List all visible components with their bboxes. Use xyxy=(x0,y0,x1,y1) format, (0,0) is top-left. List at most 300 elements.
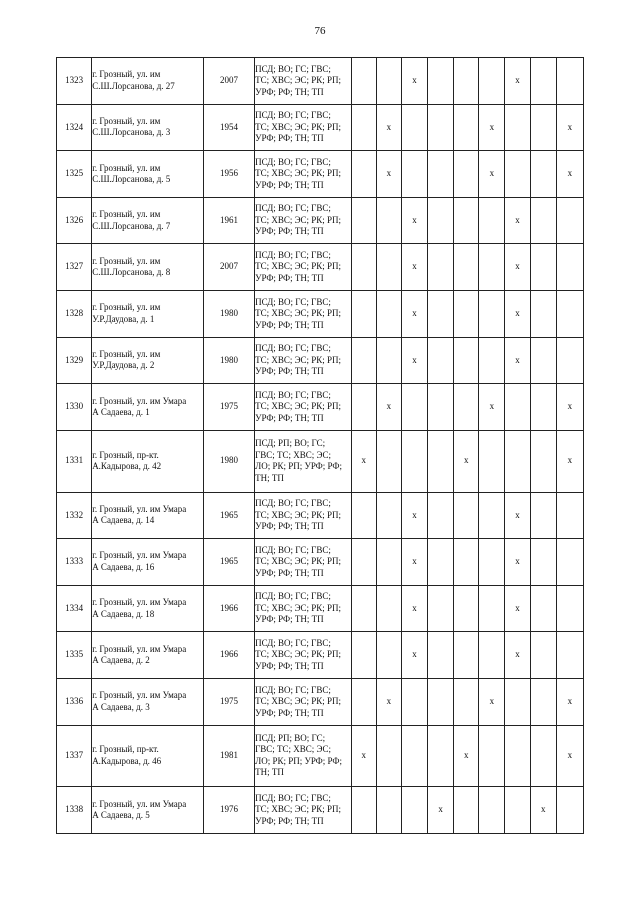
period-mark-cell xyxy=(479,539,505,586)
period-mark-cell xyxy=(556,787,583,834)
works-line: ТС; ХВС; ЭС; РК; РП; xyxy=(255,354,342,365)
period-mark-cell xyxy=(530,291,556,338)
works-line: ТС; ХВС; ЭС; РК; РП; xyxy=(255,214,342,225)
period-mark-cell xyxy=(428,151,454,198)
period-mark-cell: x xyxy=(428,787,454,834)
row-number: 1327 xyxy=(57,244,92,291)
address-cell xyxy=(92,632,204,679)
period-mark-cell xyxy=(479,337,505,384)
address-line: г. Грозный, ул. им xyxy=(92,115,161,126)
works-line: ПСД; ВО; ГС; ГВС; xyxy=(255,389,331,400)
period-mark-cell xyxy=(454,244,479,291)
row-number: 1323 xyxy=(57,58,92,105)
address-line: А.Кадырова, д. 46 xyxy=(92,755,162,766)
works-list-cell xyxy=(255,337,352,384)
period-mark-cell xyxy=(530,679,556,726)
year-built: 1965 xyxy=(203,539,254,586)
row-number: 1334 xyxy=(57,585,92,632)
period-mark-cell: x xyxy=(505,58,530,105)
period-mark-cell: x xyxy=(351,430,376,492)
year-built: 2007 xyxy=(203,58,254,105)
address-line: г. Грозный, пр-кт. xyxy=(92,744,159,755)
period-mark-cell: x xyxy=(401,58,427,105)
period-mark-cell xyxy=(530,430,556,492)
period-mark-cell: x xyxy=(401,632,427,679)
period-mark-cell xyxy=(530,725,556,787)
year-built: 1966 xyxy=(203,585,254,632)
row-number: 1325 xyxy=(57,151,92,198)
works-line: ТС; ХВС; ЭС; РК; РП; xyxy=(255,602,342,613)
address-cell xyxy=(92,585,204,632)
address-line: У.Р.Даудова, д. 2 xyxy=(92,360,155,371)
period-mark-cell: x xyxy=(401,492,427,539)
period-mark-cell xyxy=(428,58,454,105)
period-mark-cell xyxy=(376,58,401,105)
address-cell xyxy=(92,244,204,291)
period-mark-cell xyxy=(454,197,479,244)
address-line: А Садаева, д. 14 xyxy=(92,515,155,526)
period-mark-cell xyxy=(401,725,427,787)
address-line: А.Кадырова, д. 42 xyxy=(92,461,162,472)
address-cell xyxy=(92,679,204,726)
address-line: А Садаева, д. 2 xyxy=(92,655,150,666)
address-line: г. Грозный, ул. им xyxy=(92,162,161,173)
works-line: ПСД; ВО; ГС; ГВС; xyxy=(255,296,331,307)
period-mark-cell xyxy=(479,430,505,492)
period-mark-cell: x xyxy=(556,679,583,726)
period-mark-cell xyxy=(401,104,427,151)
period-mark-cell xyxy=(556,585,583,632)
row-number: 1336 xyxy=(57,679,92,726)
period-mark-cell xyxy=(556,337,583,384)
address-line: А Садаева, д. 16 xyxy=(92,561,155,572)
year-built: 1981 xyxy=(203,725,254,787)
period-mark-cell xyxy=(376,492,401,539)
period-mark-cell xyxy=(351,151,376,198)
period-mark-cell xyxy=(479,291,505,338)
works-line: ПСД; ВО; ГС; ГВС; xyxy=(255,637,331,648)
period-mark-cell: x xyxy=(505,632,530,679)
works-line: ПСД; ВО; ГС; ГВС; xyxy=(255,792,331,803)
year-built: 1975 xyxy=(203,679,254,726)
period-mark-cell xyxy=(454,787,479,834)
address-line: г. Грозный, пр-кт. xyxy=(92,449,159,460)
row-number: 1330 xyxy=(57,384,92,431)
period-mark-cell: x xyxy=(401,244,427,291)
year-built: 1976 xyxy=(203,787,254,834)
works-line: УРФ; РФ; ТН; ТП xyxy=(255,412,324,423)
address-line: г. Грозный, ул. им Умара xyxy=(92,798,187,809)
period-mark-cell: x xyxy=(556,430,583,492)
works-list-cell xyxy=(255,104,352,151)
housing-register-table xyxy=(56,57,584,834)
period-mark-cell: x xyxy=(376,384,401,431)
works-line: ТС; ХВС; ЭС; РК; РП; xyxy=(255,401,342,412)
works-line: ТС; ХВС; ЭС; РК; РП; xyxy=(255,696,342,707)
table-row xyxy=(57,104,584,151)
works-line: УРФ; РФ; ТН; ТП xyxy=(255,366,324,377)
table-row xyxy=(57,725,584,787)
works-line: УРФ; РФ; ТН; ТП xyxy=(255,707,324,718)
period-mark-cell xyxy=(505,104,530,151)
period-mark-cell xyxy=(351,291,376,338)
works-list-cell xyxy=(255,430,352,492)
period-mark-cell xyxy=(556,632,583,679)
works-list-cell xyxy=(255,585,352,632)
period-mark-cell xyxy=(428,585,454,632)
period-mark-cell: x xyxy=(479,679,505,726)
address-line: У.Р.Даудова, д. 1 xyxy=(92,313,155,324)
period-mark-cell xyxy=(530,151,556,198)
address-line: С.Ш.Лорсанова, д. 5 xyxy=(92,174,171,185)
period-mark-cell: x xyxy=(530,787,556,834)
period-mark-cell xyxy=(351,58,376,105)
works-list-cell xyxy=(255,539,352,586)
address-line: г. Грозный, ул. им Умара xyxy=(92,395,187,406)
works-line: ТН; ТП xyxy=(255,767,284,778)
address-line: г. Грозный, ул. им Умара xyxy=(92,643,187,654)
period-mark-cell: x xyxy=(376,104,401,151)
period-mark-cell xyxy=(530,632,556,679)
works-list-cell xyxy=(255,787,352,834)
address-cell xyxy=(92,384,204,431)
period-mark-cell xyxy=(428,679,454,726)
period-mark-cell xyxy=(428,632,454,679)
table-row xyxy=(57,632,584,679)
period-mark-cell xyxy=(454,539,479,586)
period-mark-cell xyxy=(556,244,583,291)
works-line: ГВС; ТС; ХВС; ЭС; xyxy=(255,449,332,460)
table-row xyxy=(57,58,584,105)
period-mark-cell xyxy=(479,58,505,105)
year-built: 1956 xyxy=(203,151,254,198)
period-mark-cell xyxy=(376,585,401,632)
year-built: 1965 xyxy=(203,492,254,539)
works-list-cell xyxy=(255,244,352,291)
address-line: А Садаева, д. 3 xyxy=(92,701,150,712)
period-mark-cell xyxy=(530,197,556,244)
works-line: ЛО; РК; РП; УРФ; РФ; xyxy=(255,755,343,766)
address-line: г. Грозный, ул. им xyxy=(92,69,161,80)
period-mark-cell xyxy=(556,492,583,539)
period-mark-cell xyxy=(376,291,401,338)
address-line: С.Ш.Лорсанова, д. 8 xyxy=(92,267,171,278)
works-list-cell xyxy=(255,492,352,539)
address-line: г. Грозный, ул. им Умара xyxy=(92,550,187,561)
works-line: ПСД; ВО; ГС; ГВС; xyxy=(255,110,331,121)
works-line: УРФ; РФ; ТН; ТП xyxy=(255,815,324,826)
period-mark-cell xyxy=(530,337,556,384)
address-cell xyxy=(92,539,204,586)
period-mark-cell: x xyxy=(401,337,427,384)
address-cell xyxy=(92,337,204,384)
period-mark-cell xyxy=(351,492,376,539)
period-mark-cell: x xyxy=(479,104,505,151)
row-number: 1329 xyxy=(57,337,92,384)
page-number: 76 xyxy=(314,25,326,37)
period-mark-cell: x xyxy=(401,585,427,632)
period-mark-cell xyxy=(479,585,505,632)
year-built: 1961 xyxy=(203,197,254,244)
address-line: А Садаева, д. 18 xyxy=(92,608,155,619)
works-line: УРФ; РФ; ТН; ТП xyxy=(255,614,324,625)
year-built: 1966 xyxy=(203,632,254,679)
period-mark-cell xyxy=(530,492,556,539)
row-number: 1328 xyxy=(57,291,92,338)
works-line: ТС; ХВС; ЭС; РК; РП; xyxy=(255,75,342,86)
period-mark-cell xyxy=(376,430,401,492)
address-line: С.Ш.Лорсанова, д. 3 xyxy=(92,127,171,138)
period-mark-cell xyxy=(401,679,427,726)
table-row xyxy=(57,679,584,726)
works-line: ТС; ХВС; ЭС; РК; РП; xyxy=(255,121,342,132)
works-line: ТН; ТП xyxy=(255,472,284,483)
table-row xyxy=(57,585,584,632)
works-line: ПСД; ВО; ГС; ГВС; xyxy=(255,203,331,214)
row-number: 1332 xyxy=(57,492,92,539)
year-built: 1975 xyxy=(203,384,254,431)
period-mark-cell: x xyxy=(454,725,479,787)
table-row xyxy=(57,539,584,586)
works-line: ПСД; РП; ВО; ГС; xyxy=(255,438,326,449)
address-line: А Садаева, д. 5 xyxy=(92,810,150,821)
works-line: УРФ; РФ; ТН; ТП xyxy=(255,521,324,532)
period-mark-cell xyxy=(454,104,479,151)
period-mark-cell xyxy=(428,384,454,431)
year-built: 1954 xyxy=(203,104,254,151)
year-built: 1980 xyxy=(203,430,254,492)
works-line: ПСД; ВО; ГС; ГВС; xyxy=(255,684,331,695)
works-list-cell xyxy=(255,58,352,105)
address-line: г. Грозный, ул. им xyxy=(92,209,161,220)
period-mark-cell xyxy=(479,632,505,679)
period-mark-cell xyxy=(530,585,556,632)
period-mark-cell xyxy=(454,585,479,632)
works-line: ТС; ХВС; ЭС; РК; РП; xyxy=(255,556,342,567)
period-mark-cell xyxy=(351,244,376,291)
period-mark-cell xyxy=(479,244,505,291)
row-number: 1324 xyxy=(57,104,92,151)
period-mark-cell: x xyxy=(556,104,583,151)
period-mark-cell xyxy=(351,104,376,151)
works-list-cell xyxy=(255,151,352,198)
period-mark-cell xyxy=(351,197,376,244)
period-mark-cell xyxy=(351,585,376,632)
period-mark-cell xyxy=(505,384,530,431)
register-body xyxy=(57,58,584,834)
period-mark-cell xyxy=(428,291,454,338)
period-mark-cell: x xyxy=(479,384,505,431)
period-mark-cell xyxy=(376,725,401,787)
period-mark-cell xyxy=(376,337,401,384)
period-mark-cell: x xyxy=(376,151,401,198)
works-line: ТС; ХВС; ЭС; РК; РП; xyxy=(255,649,342,660)
period-mark-cell xyxy=(479,787,505,834)
works-line: ПСД; ВО; ГС; ГВС; xyxy=(255,591,331,602)
period-mark-cell xyxy=(505,679,530,726)
period-mark-cell: x xyxy=(454,430,479,492)
period-mark-cell xyxy=(530,539,556,586)
table-row xyxy=(57,197,584,244)
works-list-cell xyxy=(255,725,352,787)
period-mark-cell xyxy=(556,539,583,586)
table-row xyxy=(57,430,584,492)
works-list-cell xyxy=(255,632,352,679)
period-mark-cell xyxy=(505,430,530,492)
period-mark-cell: x xyxy=(505,539,530,586)
period-mark-cell xyxy=(530,58,556,105)
row-number: 1333 xyxy=(57,539,92,586)
works-line: УРФ; РФ; ТН; ТП xyxy=(255,133,324,144)
row-number: 1337 xyxy=(57,725,92,787)
works-line: УРФ; РФ; ТН; ТП xyxy=(255,86,324,97)
period-mark-cell xyxy=(505,151,530,198)
row-number: 1326 xyxy=(57,197,92,244)
works-line: ТС; ХВС; ЭС; РК; РП; xyxy=(255,509,342,520)
period-mark-cell xyxy=(479,492,505,539)
address-line: г. Грозный, ул. им xyxy=(92,255,161,266)
period-mark-cell xyxy=(376,244,401,291)
period-mark-cell: x xyxy=(556,151,583,198)
period-mark-cell xyxy=(351,384,376,431)
period-mark-cell xyxy=(454,492,479,539)
address-line: г. Грозный, ул. им Умара xyxy=(92,690,187,701)
period-mark-cell xyxy=(401,151,427,198)
address-cell xyxy=(92,725,204,787)
address-line: г. Грозный, ул. им xyxy=(92,302,161,313)
works-line: ПСД; ВО; ГС; ГВС; xyxy=(255,156,331,167)
period-mark-cell xyxy=(428,492,454,539)
works-list-cell xyxy=(255,291,352,338)
period-mark-cell xyxy=(556,197,583,244)
period-mark-cell: x xyxy=(479,151,505,198)
works-line: ПСД; ВО; ГС; ГВС; xyxy=(255,63,331,74)
row-number: 1335 xyxy=(57,632,92,679)
period-mark-cell xyxy=(530,104,556,151)
period-mark-cell xyxy=(351,539,376,586)
works-line: УРФ; РФ; ТН; ТП xyxy=(255,226,324,237)
period-mark-cell xyxy=(454,384,479,431)
works-line: УРФ; РФ; ТН; ТП xyxy=(255,179,324,190)
address-cell xyxy=(92,291,204,338)
period-mark-cell xyxy=(454,337,479,384)
period-mark-cell xyxy=(428,337,454,384)
year-built: 2007 xyxy=(203,244,254,291)
period-mark-cell: x xyxy=(505,492,530,539)
works-line: УРФ; РФ; ТН; ТП xyxy=(255,272,324,283)
works-line: ПСД; ВО; ГС; ГВС; xyxy=(255,544,331,555)
address-cell xyxy=(92,787,204,834)
address-line: г. Грозный, ул. им Умара xyxy=(92,597,187,608)
period-mark-cell: x xyxy=(505,291,530,338)
year-built: 1980 xyxy=(203,337,254,384)
period-mark-cell xyxy=(376,787,401,834)
period-mark-cell xyxy=(530,244,556,291)
period-mark-cell xyxy=(351,787,376,834)
period-mark-cell xyxy=(376,197,401,244)
period-mark-cell xyxy=(505,787,530,834)
address-line: С.Ш.Лорсанова, д. 27 xyxy=(92,80,175,91)
works-line: ГВС; ТС; ХВС; ЭС; xyxy=(255,744,332,755)
period-mark-cell xyxy=(454,58,479,105)
period-mark-cell xyxy=(454,291,479,338)
table-row xyxy=(57,291,584,338)
works-list-cell xyxy=(255,384,352,431)
period-mark-cell xyxy=(376,632,401,679)
works-line: ПСД; ВО; ГС; ГВС; xyxy=(255,249,331,260)
table-row xyxy=(57,151,584,198)
period-mark-cell xyxy=(556,291,583,338)
period-mark-cell xyxy=(351,679,376,726)
works-line: ТС; ХВС; ЭС; РК; РП; xyxy=(255,168,342,179)
works-line: ПСД; ВО; ГС; ГВС; xyxy=(255,498,331,509)
works-line: УРФ; РФ; ТН; ТП xyxy=(255,660,324,671)
period-mark-cell: x xyxy=(401,291,427,338)
row-number: 1338 xyxy=(57,787,92,834)
period-mark-cell: x xyxy=(401,539,427,586)
works-line: УРФ; РФ; ТН; ТП xyxy=(255,319,324,330)
address-line: С.Ш.Лорсанова, д. 7 xyxy=(92,220,171,231)
works-line: ПСД; ВО; ГС; ГВС; xyxy=(255,343,331,354)
period-mark-cell xyxy=(351,632,376,679)
period-mark-cell: x xyxy=(376,679,401,726)
period-mark-cell xyxy=(505,725,530,787)
period-mark-cell: x xyxy=(556,725,583,787)
period-mark-cell: x xyxy=(505,197,530,244)
works-line: ПСД; РП; ВО; ГС; xyxy=(255,732,326,743)
table-row xyxy=(57,384,584,431)
table-row xyxy=(57,244,584,291)
period-mark-cell xyxy=(454,679,479,726)
period-mark-cell xyxy=(454,151,479,198)
address-line: г. Грозный, ул. им Умара xyxy=(92,503,187,514)
address-cell xyxy=(92,104,204,151)
period-mark-cell xyxy=(479,197,505,244)
period-mark-cell xyxy=(479,725,505,787)
table-row xyxy=(57,787,584,834)
works-line: ЛО; РК; РП; УРФ; РФ; xyxy=(255,461,343,472)
period-mark-cell xyxy=(351,337,376,384)
period-mark-cell xyxy=(428,539,454,586)
period-mark-cell xyxy=(454,632,479,679)
period-mark-cell xyxy=(428,104,454,151)
address-cell xyxy=(92,197,204,244)
address-cell xyxy=(92,492,204,539)
period-mark-cell xyxy=(401,787,427,834)
period-mark-cell xyxy=(401,384,427,431)
period-mark-cell: x xyxy=(556,384,583,431)
period-mark-cell xyxy=(556,58,583,105)
works-line: ТС; ХВС; ЭС; РК; РП; xyxy=(255,804,342,815)
year-built: 1980 xyxy=(203,291,254,338)
period-mark-cell xyxy=(401,430,427,492)
period-mark-cell: x xyxy=(351,725,376,787)
works-line: ТС; ХВС; ЭС; РК; РП; xyxy=(255,261,342,272)
address-cell xyxy=(92,430,204,492)
address-cell xyxy=(92,58,204,105)
address-cell xyxy=(92,151,204,198)
works-list-cell xyxy=(255,197,352,244)
period-mark-cell xyxy=(530,384,556,431)
period-mark-cell: x xyxy=(401,197,427,244)
works-line: ТС; ХВС; ЭС; РК; РП; xyxy=(255,308,342,319)
works-list-cell xyxy=(255,679,352,726)
period-mark-cell xyxy=(428,430,454,492)
period-mark-cell: x xyxy=(505,585,530,632)
period-mark-cell xyxy=(428,725,454,787)
period-mark-cell xyxy=(428,197,454,244)
table-row xyxy=(57,492,584,539)
